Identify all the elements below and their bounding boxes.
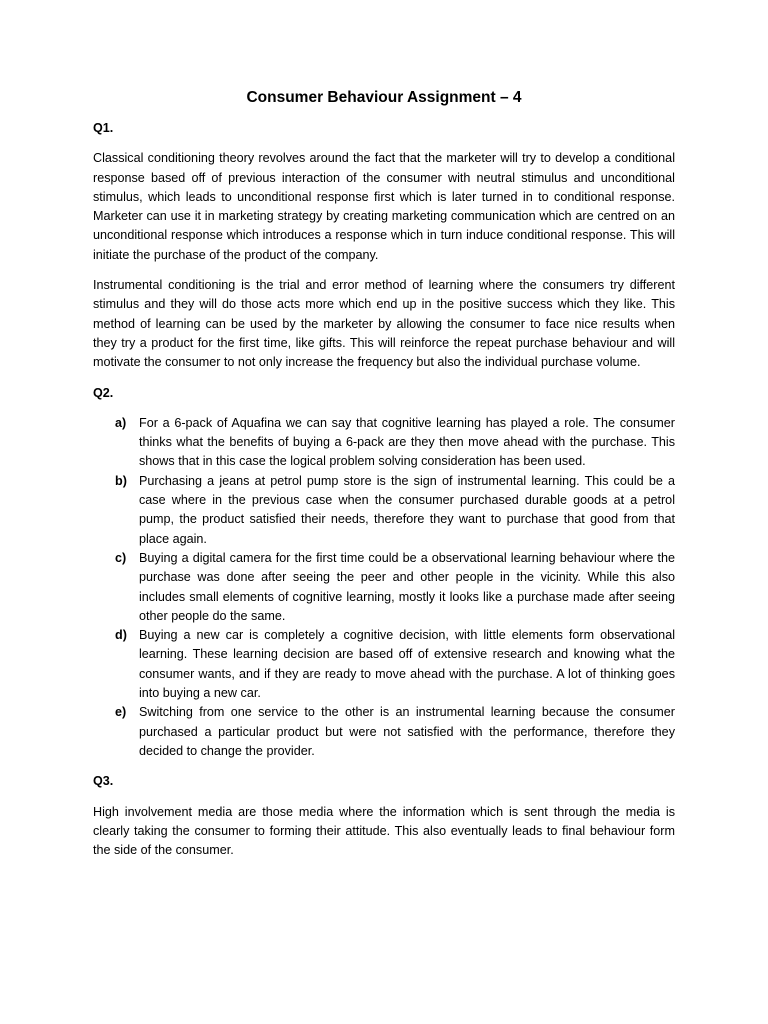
list-item [93,549,675,626]
list-item-marker: d) [115,628,127,643]
list-item-marker: c) [115,550,127,565]
list-item-marker: a) [115,415,127,430]
list-item [93,703,675,761]
list-item-text: Switching from one service to the other is an instrumental learning because the consumer purchased a particular product but were not satisfied with the performance, therefore they decided to change the provider. [139,705,675,758]
q2-answer-list [93,414,675,761]
document-title: Consumer Behaviour Assignment – 4 [246,89,522,106]
list-item-text: For a 6-pack of Aquafina we can say that cognitive learning has played a role. The consumer thinks what the benefits of buying a 6-pack are they then move ahead with the purchase. This shows that in this case the logical problem solving consideration has been used. [139,415,675,469]
list-item [93,414,675,472]
list-item-text: Purchasing a jeans at petrol pump store is the sign of instrumental learning. This could be a case where in the previous case when the consumer purchased durable goods at a petrol pump, the product satisfied their needs, therefore they want to purchase that good from that place again. [139,473,675,546]
q3-paragraph-1: High involvement media are those media where the information which is sent through the media is clearly taking the consumer to forming their attitude. This also eventually leads to final behaviour form the side of the consumer. [93,804,675,858]
list-item-text: Buying a new car is completely a cognitive decision, with little elements form observational learning. These learning decision are based off of extensive research and knowing what the consumer wants, and if they are ready to move ahead with the purchase. A lot of thinking goes into buying a new car. [139,628,675,701]
document-page [93,88,675,871]
list-item [93,472,675,549]
q2-heading: Q2. [93,385,114,400]
q1-paragraph-1: Classical conditioning theory revolves around the fact that the marketer will try to develop a conditional response based off of previous interaction of the consumer with neutral stimulus and unconditional stimulus, which leads to unconditional response first which is later turned in to conditional response. Marketer can use it in marketing strategy by creating marketing communication which are centred on an unconditional response which introduces a response which in turn induce conditional response. This will initiate the purchase of the product of the company. [93,151,675,262]
list-item [93,626,675,703]
list-item-text: Buying a digital camera for the first time could be a observational learning behaviour where the purchase was done after seeing the peer and other people in the vicinity. While this also includes small elements of cognitive learning, mostly it looks like a purchase made after seeing other people do the same. [139,550,675,623]
list-item-marker: e) [115,705,127,720]
q1-heading: Q1. [93,121,114,135]
list-item-marker: b) [115,473,127,488]
q3-heading: Q3. [93,774,114,789]
q1-paragraph-2: Instrumental conditioning is the trial and error method of learning where the consumers try different stimulus and they will do those acts more which end up in the positive success which they like. This method of learning can be used by the marketer by allowing the consumer to face nice results when they try a product for the first time, like gifts. This will reinforce the repeat purchase behaviour and will motivate the consumer to not only increase the frequency but also the individual purchase volume. [93,278,675,370]
